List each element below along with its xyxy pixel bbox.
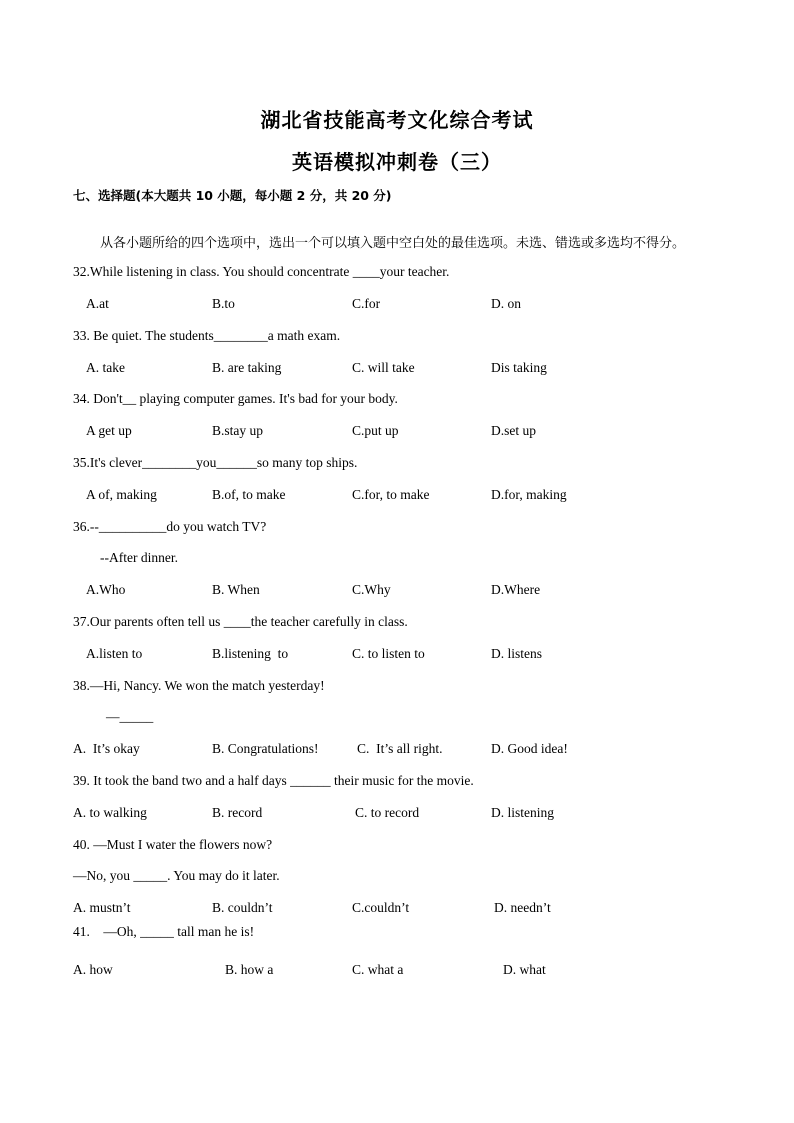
question-40-reply: —No, you _____. You may do it later.	[73, 868, 280, 883]
question-33-option-c: C. will take	[352, 360, 415, 375]
question-34-option-a: A get up	[86, 423, 132, 438]
question-33-option-a: A. take	[86, 360, 125, 375]
section-heading: 七、选择题(本大题共 10 小题，每小题 2 分，共 20 分)	[73, 188, 392, 203]
question-40-stem: 40. —Must I water the flowers now?	[73, 837, 273, 852]
exam-subtitle: 英语模拟冲刺卷（三）	[292, 150, 502, 174]
question-36-stem: 36.--__________do you watch TV?	[73, 519, 267, 534]
question-40-option-c: C.couldn’t	[352, 900, 410, 915]
question-32-option-d: D. on	[491, 296, 521, 311]
question-37-option-d: D. listens	[491, 646, 543, 661]
question-36-reply: --After dinner.	[100, 550, 178, 565]
question-40-option-a: A. mustn’t	[73, 900, 131, 915]
question-32-option-c: C.for	[352, 296, 381, 311]
question-35-stem: 35.It's clever________you______so many top ships.	[73, 455, 358, 470]
question-34-option-c: C.put up	[352, 423, 399, 438]
question-41-stem: 41. —Oh, _____ tall man he is!	[73, 924, 255, 939]
question-37-option-a: A.listen to	[86, 646, 143, 661]
question-37-option-c: C. to listen to	[352, 646, 425, 661]
question-38-reply: —_____	[106, 709, 154, 724]
instructions: 从各小题所给的四个选项中，选出一个可以填入题中空白处的最佳选项。未选、错选或多选均不得分。	[100, 236, 686, 251]
question-39-option-b: B. record	[212, 805, 263, 820]
question-40-option-d: D. needn’t	[494, 900, 551, 915]
question-34-option-d: D.set up	[491, 423, 536, 438]
question-35-option-b: B.of, to make	[212, 487, 286, 502]
question-41-option-b: B. how a	[225, 962, 274, 977]
question-38-option-a: A. It’s okay	[73, 741, 140, 756]
question-34-stem: 34. Don't__ playing computer games. It's bad for your body.	[73, 391, 398, 406]
question-36-option-d: D.Where	[491, 582, 541, 597]
question-37-stem: 37.Our parents often tell us ____the teacher carefully in class.	[73, 614, 408, 629]
question-36-option-b: B. When	[212, 582, 260, 597]
question-32-option-b: B.to	[212, 296, 235, 311]
question-35-option-c: C.for, to make	[352, 487, 430, 502]
question-39-option-d: D. listening	[491, 805, 554, 820]
question-41-option-c: C. what a	[352, 962, 404, 977]
question-41-option-a: A. how	[73, 962, 113, 977]
question-39-option-a: A. to walking	[73, 805, 147, 820]
question-38-option-b: B. Congratulations!	[212, 741, 319, 756]
question-35-option-d: D.for, making	[491, 487, 567, 502]
question-40-option-b: B. couldn’t	[212, 900, 273, 915]
question-39-stem: 39. It took the band two and a half days ______ their music for the movie.	[73, 773, 474, 788]
question-35-option-a: A of, making	[86, 487, 157, 502]
question-34-option-b: B.stay up	[212, 423, 264, 438]
question-37-option-b: B.listening to	[212, 646, 289, 661]
question-32-stem: 32.While listening in class. You should concentrate ____your teacher.	[73, 264, 450, 279]
question-38-stem: 38.—Hi, Nancy. We won the match yesterday!	[73, 678, 325, 693]
question-33-stem: 33. Be quiet. The students________a math exam.	[73, 328, 341, 343]
question-36-option-a: A.Who	[86, 582, 126, 597]
exam-title: 湖北省技能高考文化综合考试	[260, 108, 534, 132]
question-41-option-d: D. what	[503, 962, 546, 977]
question-32-option-a: A.at	[86, 296, 109, 311]
question-36-option-c: C.Why	[352, 582, 391, 597]
question-33-option-b: B. are taking	[212, 360, 282, 375]
question-39-option-c: C. to record	[355, 805, 420, 820]
question-33-option-d: Dis taking	[491, 360, 547, 375]
question-38-option-d: D. Good idea!	[491, 741, 568, 756]
question-38-option-c: C. It’s all right.	[357, 741, 443, 756]
